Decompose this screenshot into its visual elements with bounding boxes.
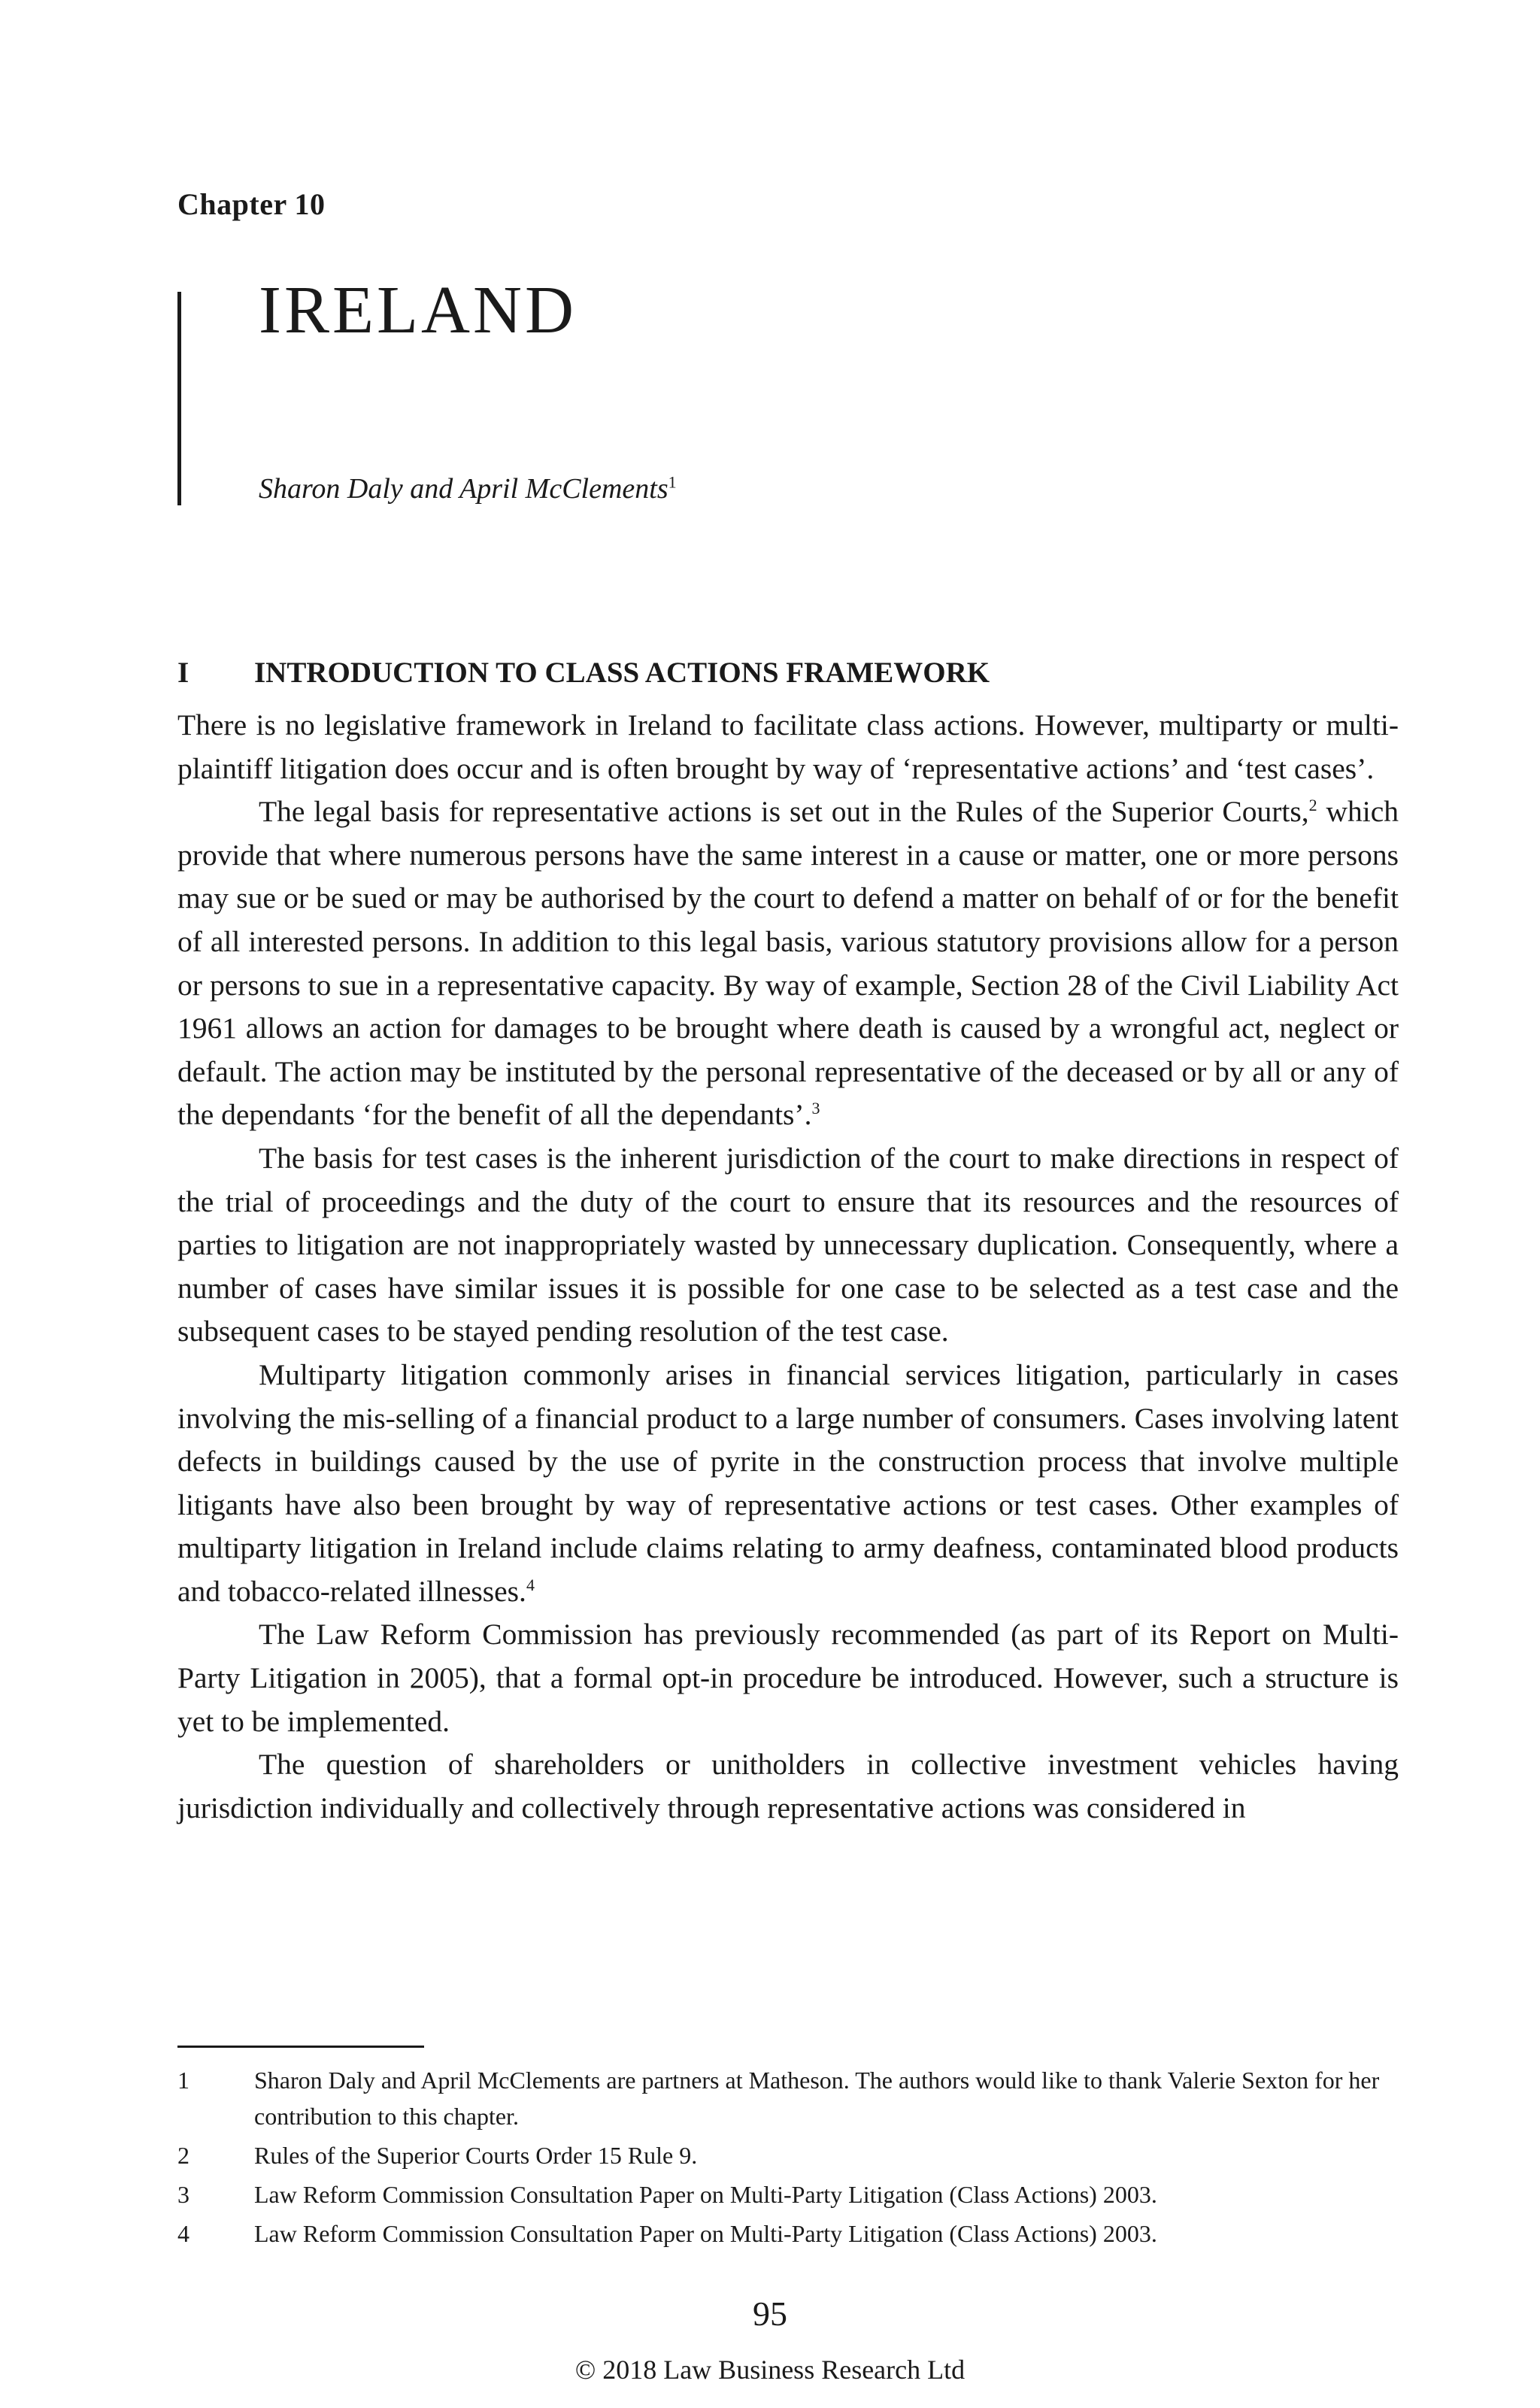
footnote-ref-3[interactable]: 3	[811, 1099, 820, 1118]
footnote-item	[177, 2062, 1399, 2134]
paragraph-4	[177, 1354, 1399, 1614]
paragraph-3: The basis for test cases is the inherent jurisdiction of the court to make directions in respect of the trial of proceedings and the duty of the court to ensure that its resources and the resources of parties to litigation are not inappropriately wasted by unnecessary duplication. Consequently, where a number of cases have similar issues it is possible for one case to be selected as a test case and the subsequent cases to be stayed pending resolution of the test case.	[177, 1141, 1399, 1348]
footnote-text: Law Reform Commission Consultation Paper on Multi-Party Litigation (Class Actions) 2003.	[254, 2220, 1157, 2247]
paragraph-2	[177, 790, 1399, 1137]
footnote-rule	[177, 2046, 424, 2048]
footnote-ref-2[interactable]: 2	[1308, 796, 1317, 815]
section-number: I	[177, 657, 189, 689]
page-number: 95	[753, 2294, 787, 2333]
copyright-notice: © 2018 Law Business Research Ltd	[574, 2355, 966, 2385]
paragraph-2-part-b: which provide that where numerous persons have the same interest in a cause or matter, one or more persons may sue or be sued or may be authorised by the court to defend a matter on behalf of or for the benefit of all interested persons. In addition to this legal basis, various statutory provisions allow for a person or persons to sue in a representative capacity. By way of example, Section 28 of the Civil Liability Act 1961 allows an action for damages to be brought where death is caused by a wrongful act, neglect or default. The action may be instituted by the personal representative of the deceased or by all or any of the dependants ‘for the benefit of all the dependants’.	[177, 795, 1399, 1132]
body-text	[177, 704, 1399, 1830]
section-heading	[177, 656, 990, 690]
paragraph-6: The question of shareholders or unitholders in collective investment vehicles having jurisdiction individually and collectively through representative actions was considered in	[177, 1748, 1399, 1824]
section-title: INTRODUCTION TO CLASS ACTIONS FRAMEWORK	[254, 657, 990, 689]
footnote-number: 1	[177, 2067, 189, 2094]
footnote-number: 2	[177, 2142, 189, 2169]
footnote-text: Sharon Daly and April McClements are partners at Matheson. The authors would like to thank Valerie Sexton for her contribution to this chapter.	[254, 2067, 1380, 2130]
footnote-item	[177, 2215, 1399, 2252]
paragraph-5: The Law Reform Commission has previously recommended (as part of its Report on Multi-Party Litigation in 2005), that a formal opt-in procedure be introduced. However, such a structure is yet to be implemented.	[177, 1618, 1399, 1738]
footnote-number: 4	[177, 2220, 189, 2247]
footnote-number: 3	[177, 2181, 189, 2208]
paragraph-1: There is no legislative framework in Ireland to facilitate class actions. However, multiparty or multi-plaintiff litigation does occur and is often brought by way of ‘representative actions’ and ‘test cases’.	[177, 708, 1399, 785]
paragraph-2-part-a: The legal basis for representative actions is set out in the Rules of the Superior Courts,	[259, 795, 1309, 829]
chapter-label: Chapter 10	[177, 187, 326, 221]
footnotes	[177, 2062, 1399, 2255]
footnote-item	[177, 2137, 1399, 2173]
footnote-ref-4[interactable]: 4	[526, 1575, 535, 1594]
authors-line	[259, 472, 677, 505]
authors-names: Sharon Daly and April McClements	[259, 473, 668, 505]
paragraph-4-text: Multiparty litigation commonly arises in financial services litigation, particularly in cases involving the mis-selling of a financial product to a large number of consumers. Cases involving latent defects in buildings caused by the use of pyrite in the construction process that involve multiple litigants have also been brought by way of representative actions or test cases. Other examples of multiparty litigation in Ireland include claims relating to army deafness, contaminated blood products and tobacco-related illnesses.	[177, 1357, 1399, 1608]
chapter-title: IRELAND	[259, 273, 577, 347]
title-rule	[177, 292, 181, 505]
footnote-text: Law Reform Commission Consultation Paper on Multi-Party Litigation (Class Actions) 2003.	[254, 2181, 1157, 2208]
footnote-text: Rules of the Superior Courts Order 15 Rule 9.	[254, 2142, 698, 2169]
footnote-ref-1[interactable]: 1	[668, 472, 677, 492]
footnote-item	[177, 2176, 1399, 2212]
